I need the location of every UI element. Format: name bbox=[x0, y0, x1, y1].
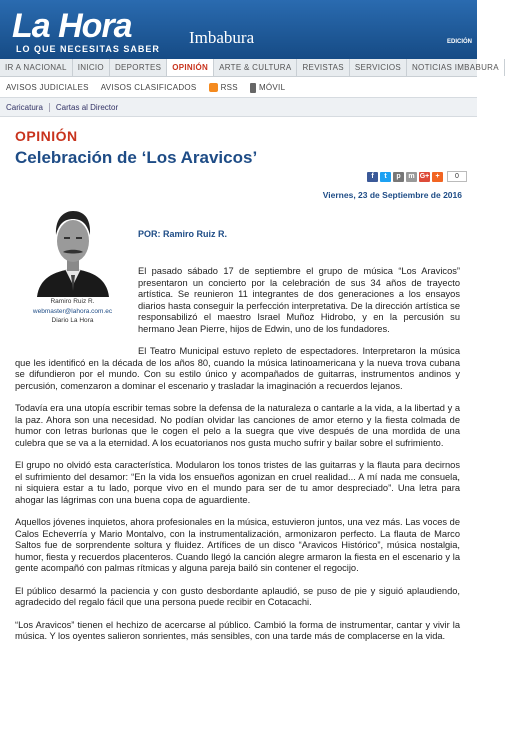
edition-link[interactable]: EDICIÓN bbox=[447, 39, 473, 45]
edition-label: Imbabura bbox=[189, 28, 255, 47]
main-nav bbox=[0, 59, 499, 77]
twitter-icon[interactable]: t bbox=[380, 172, 391, 182]
nav-item-nacional[interactable]: IR A NACIONAL bbox=[0, 59, 73, 76]
nav-item-arte-cultura[interactable]: ARTE & CULTURA bbox=[214, 59, 297, 76]
paragraph: El pasado sábado 17 de septiembre el grupo de música “Los Aravicos” presentaron un concierto por la celebración de sus 34 años de trayecto artística. Se reunieron 11 integrantes de dos generaciones a los ensayos diarios hasta conseguir la perfección interpretativa. De la dirección artística se responsabilizó el maestro Israel Muñoz Hidrobo, y en la percusión su hermano Jean Pierre, hijos de Edwin, uno de los fundadores. bbox=[138, 266, 460, 334]
rss-label: RSS bbox=[220, 83, 238, 92]
share-count: 0 bbox=[447, 171, 467, 182]
sub-nav bbox=[0, 78, 477, 97]
paragraph: El público desarmó la paciencia y con gusto desbordante aplaudió, se puso de pie y siguió aplaudiendo, agradecido del regalo fácil que una persona puede recibir en Cotacachi. bbox=[15, 585, 460, 607]
google-plus-icon[interactable]: G+ bbox=[419, 172, 430, 180]
section-links bbox=[0, 97, 477, 117]
paragraph: “Los Aravicos” tienen el hechizo de acercarse al público. Cambió la forma de instrumentar, cantar y vivir la música. Y los oyentes salieron sonrientes, más sensibles, con una tarde más de complacerse en la vida. bbox=[15, 619, 460, 641]
article-title: Celebración de ‘Los Aravicos’ bbox=[15, 148, 258, 167]
site-tagline: LO QUE NECESITAS SABER bbox=[16, 44, 160, 54]
paragraph: El grupo no olvidó esta característica. Modularon los tonos tristes de las guitarras y la flauta para decirnos el sufrimiento del desamor: “En la vida los ensueños agonizan en cruel realidad... A mí nada me consuela, ni siquiera estar a tu lado, porque vivo en el mundo para ser de tu amor despreciado”. Una letra para ahogar las lágrimas con una buena copa de aguardiente. bbox=[15, 460, 460, 505]
cartas-director-link[interactable]: Cartas al Director bbox=[55, 102, 119, 112]
paragraph: El Teatro Municipal estuvo repleto de espectadores. Interpretaron la música que les identificó en la década de los años 80, cuando la música latinoamericana y la nueva trova cubana se difundieron por el mundo. Con su estilo único y acompañados de guitarras, instrumentos andinos y percusión, comenzaron a dominar el escenario y trasladar la imaginación a recuerdos lejanos. bbox=[15, 346, 460, 391]
mobile-phone-icon bbox=[250, 83, 256, 93]
paragraph: Todavía era una utopía escribir temas sobre la defensa de la naturaleza o cantarle a la vida, a la libertad y a la paz. Ahora son una necesidad. No podían olvidar las canciones de amor eterno y la fiesta colmada de humor con letras burlonas que le cogen el pelo a la suegra que vive después de una mordida de una culebra que se va a la eternidad. A los ecuatorianos nos gusta mucho sufrir y bailar sobre el sufrimiento. bbox=[15, 403, 460, 448]
share-bar bbox=[367, 171, 467, 182]
nav-item-deportes[interactable]: DEPORTES bbox=[110, 59, 167, 76]
nav-item-servicios[interactable]: SERVICIOS bbox=[350, 59, 407, 76]
photo-spacer bbox=[15, 266, 138, 356]
site-logo[interactable]: La Hora bbox=[12, 7, 132, 45]
site-header bbox=[0, 0, 477, 59]
avisos-clasificados-link[interactable] bbox=[95, 83, 203, 92]
more-share-icon[interactable]: + bbox=[432, 172, 443, 182]
movil-link[interactable] bbox=[244, 83, 291, 93]
section-heading: OPINIÓN bbox=[15, 128, 78, 144]
rss-icon bbox=[209, 83, 218, 92]
author-name: Ramiro Ruiz R. bbox=[50, 298, 95, 305]
nav-item-noticias-imbabura[interactable]: NOTICIAS IMBABURA bbox=[407, 59, 505, 76]
facebook-icon[interactable]: f bbox=[367, 172, 378, 182]
article-byline: POR: Ramiro Ruiz R. bbox=[138, 229, 228, 239]
nav-item-inicio[interactable]: INICIO bbox=[73, 59, 110, 76]
author-email[interactable]: webmaster@lahora.com.ec bbox=[32, 307, 113, 315]
avisos-judiciales-link[interactable] bbox=[0, 83, 95, 92]
caricatura-link[interactable]: Caricatura bbox=[0, 103, 50, 112]
email-icon[interactable]: m bbox=[406, 172, 417, 182]
avisos-judiciales-label: AVISOS JUDICIALES bbox=[6, 83, 89, 92]
print-icon[interactable]: p bbox=[393, 172, 404, 182]
nav-item-revistas[interactable]: REVISTAS bbox=[297, 59, 349, 76]
avisos-clasificados-label: AVISOS CLASIFICADOS bbox=[100, 83, 197, 92]
nav-item-opinion[interactable]: OPINIÓN bbox=[167, 59, 214, 76]
rss-link[interactable] bbox=[203, 83, 244, 92]
paragraph: Aquellos jóvenes inquietos, ahora profesionales en la música, estuvieron juntos, una vez más. Las voces de Calos Echeverría y Mario Montalvo, con la instrumentalización, armonizaron perfecto. La flauta de Marco Saltos fue de sorprendente soltura y fluidez. Artífices de un disco “Aravicos Histórico”, música nostalgia, humor, fiesta y recuerdos placenteros. Cuando llegó la canción alegre armaron la fiesta en el escenario y la gente acompañó con palmas rítmicas y alguna pareja bailó sin contener el regocijo. bbox=[15, 517, 460, 573]
author-paper: Diario La Hora bbox=[51, 317, 94, 324]
movil-label: MÓVIL bbox=[258, 83, 286, 92]
article-date: Viernes, 23 de Septiembre de 2016 bbox=[322, 190, 462, 200]
article-body bbox=[15, 266, 460, 654]
